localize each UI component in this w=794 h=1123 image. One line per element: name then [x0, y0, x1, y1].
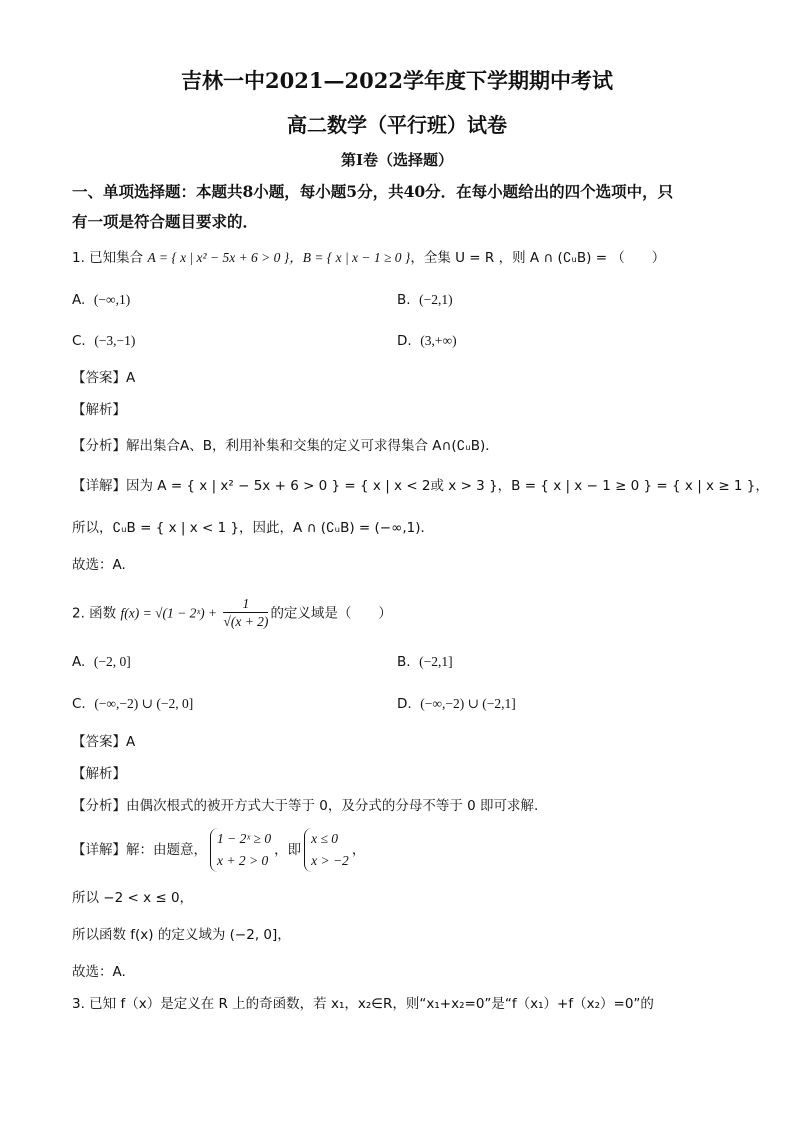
xiangjie-lead: 【详解】解：由题意，	[72, 842, 207, 858]
question-1-set-a: A = { x | x² − 5x + 6 > 0 }	[147, 250, 290, 265]
question-2-option-b	[397, 652, 453, 672]
question-2-option-c	[72, 694, 193, 714]
system-2-line-2: x > −2	[311, 853, 349, 868]
question-2-fenxi: 【分析】由偶次根式的被开方式大于等于 0，及分式的分母不等于 0 即可求解.	[72, 798, 539, 814]
system-2-line-1: x ≤ 0	[311, 831, 338, 846]
section-instructions-line1: 一、单项选择题：本题共8小题，每小题5分，共40分．在每小题给出的四个选项中，只	[72, 182, 674, 201]
question-1-option-a	[72, 290, 130, 310]
option-label: D.	[397, 696, 412, 712]
question-2-range: 所以 −2 < x ≤ 0，	[72, 890, 194, 906]
inequality-system-1	[210, 828, 271, 872]
section-instructions-line2: 有一项是符合题目要求的．	[72, 212, 259, 231]
option-value: (3,+∞)	[420, 333, 457, 348]
option-label: A.	[72, 654, 86, 670]
question-1-fenxi: 【分析】解出集合A、B，利用补集和交集的定义可求得集合 A∩(∁ᵤB)．	[72, 438, 499, 454]
inequality-system-2	[304, 828, 349, 872]
system-1-line-1: 1 − 2ˣ ≥ 0	[217, 831, 272, 846]
question-1-option-d	[397, 331, 457, 351]
option-label: C.	[72, 333, 86, 349]
option-value: (−2, 0]	[93, 654, 131, 669]
question-2-fraction	[223, 596, 268, 631]
option-value: (−2,1]	[419, 654, 453, 669]
option-value: (−∞,−2) ∪ (−2, 0]	[94, 696, 194, 711]
question-1-xiangjie: 【详解】因为 A = { x | x² − 5x + 6 > 0 } = { x | x < 2或 x > 3 }，B = { x | x − 1 ≥ 0 } = { x | x ≥ 1 }，	[72, 478, 769, 494]
question-2-option-a	[72, 652, 131, 672]
question-1-choice: 故选：A.	[72, 557, 126, 573]
xiangjie-ji: ，即	[274, 842, 302, 858]
question-2-number: 2. 函数	[72, 605, 117, 622]
question-1-analysis-heading: 【解析】	[72, 402, 126, 418]
question-1-answer: 【答案】A	[72, 370, 136, 386]
fraction-denominator: √(x + 2)	[223, 614, 269, 629]
question-1-tail: ，全集 U = R ，则 A ∩ (∁ᵤB) = （ ）	[410, 250, 666, 266]
question-3-stem: 3. 已知 f（x）是定义在 R 上的奇函数，若 x₁，x₂∈R，则“x₁+x₂=0”是“f（x₁）+f（x₂）=0”的	[72, 996, 654, 1012]
option-value: (−∞,1)	[93, 292, 131, 307]
question-1-set-b: ，B = { x | x − 1 ≥ 0 }	[289, 250, 411, 265]
question-2-analysis-heading: 【解析】	[72, 766, 126, 782]
volume-heading: 第Ⅰ卷（选择题）	[340, 151, 454, 169]
option-label: C.	[72, 696, 86, 712]
question-2-answer: 【答案】A	[72, 734, 136, 750]
question-1-option-c	[72, 331, 135, 351]
option-label: B.	[397, 654, 411, 670]
system-1-line-2: x + 2 > 0	[217, 853, 269, 868]
exam-subtitle: 高二数学（平行班）试卷	[287, 113, 507, 137]
question-2-xiangjie	[72, 828, 365, 872]
option-label: A.	[72, 292, 86, 308]
question-2-stem	[72, 596, 392, 631]
option-label: D.	[397, 333, 412, 349]
question-1-number: 1. 已知集合	[72, 250, 144, 266]
option-value: (−2,1)	[419, 292, 453, 307]
option-value: (−∞,−2) ∪ (−2,1]	[420, 696, 516, 711]
question-1-conclusion: 所以，∁ᵤB = { x | x < 1 }，因此，A ∩ (∁ᵤB) = (−∞,1)．	[72, 520, 434, 536]
question-2-option-d	[397, 694, 516, 714]
question-1-option-b	[397, 290, 453, 310]
exam-title: 吉林一中2021—2022学年度下学期期中考试	[181, 68, 613, 93]
xiangjie-end: ，	[351, 842, 366, 858]
question-2-choice: 故选：A.	[72, 964, 126, 980]
question-1-stem	[72, 248, 665, 268]
option-value: (−3,−1)	[94, 333, 136, 348]
fraction-numerator: 1	[223, 596, 268, 613]
option-label: B.	[397, 292, 411, 308]
question-2-tail: 的定义域是（ ）	[270, 605, 392, 622]
question-2-function: f(x) = √(1 − 2ˣ) +	[120, 605, 218, 621]
question-2-domain: 所以函数 f(x) 的定义域为 (−2, 0]，	[72, 927, 291, 943]
